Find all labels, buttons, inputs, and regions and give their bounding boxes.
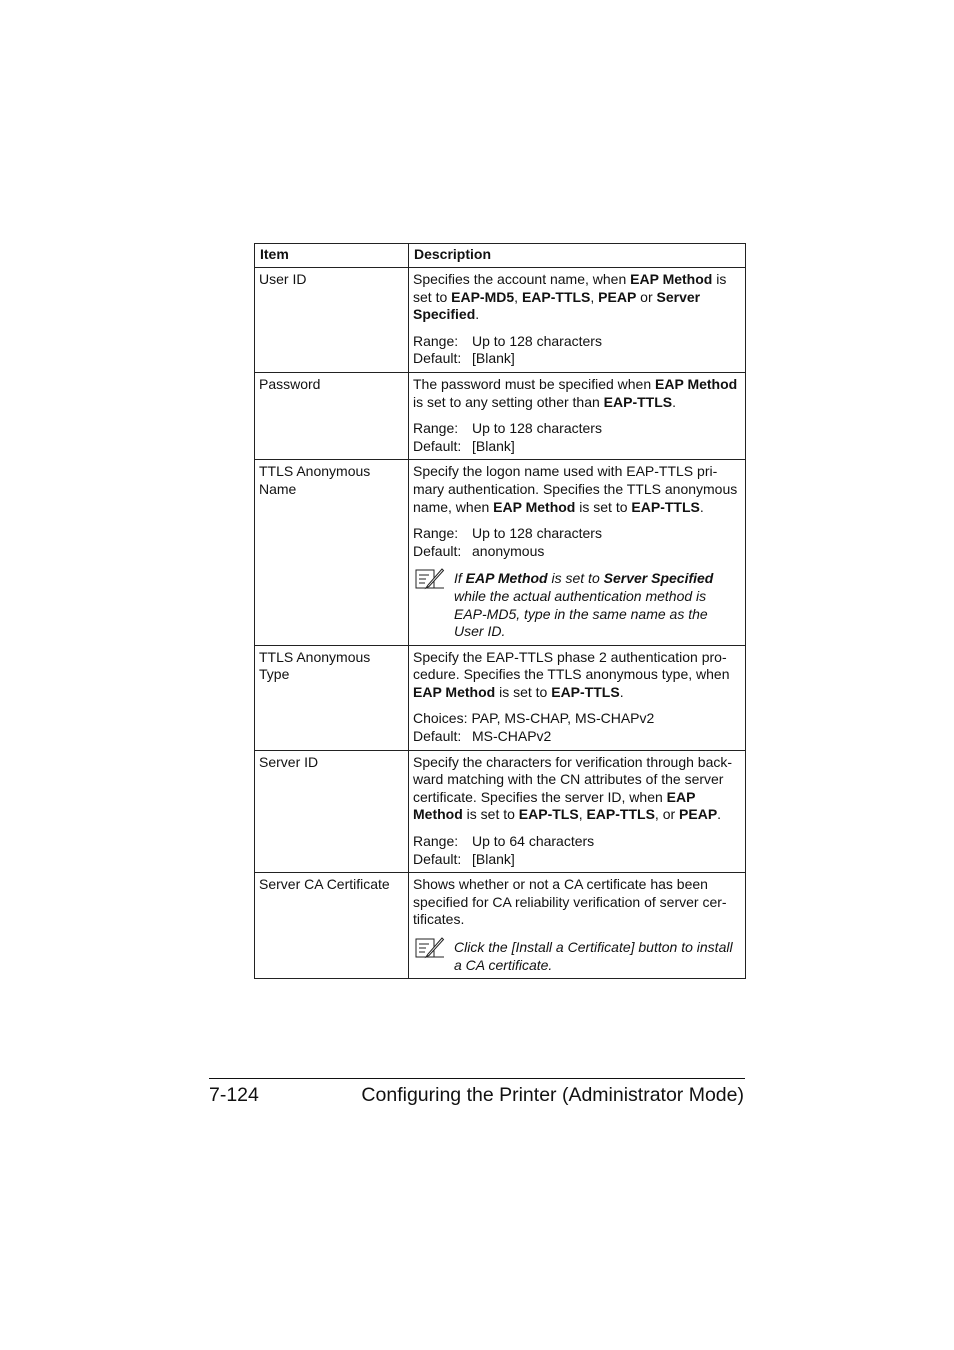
item-cell: User ID — [255, 268, 409, 373]
text-run: , — [514, 288, 522, 305]
default-line — [413, 543, 741, 561]
text-run: is set to — [495, 683, 552, 700]
text-run: is set to — [462, 806, 519, 823]
range-label: Range: — [413, 332, 459, 349]
table-row — [255, 268, 746, 373]
text-run: , — [590, 288, 599, 305]
text-run: is set to — [547, 570, 604, 587]
value-block — [413, 833, 741, 868]
bold-term: Server Specified — [603, 570, 714, 587]
description-text — [413, 649, 741, 702]
value-block — [413, 525, 741, 560]
range-value: Up to 128 characters — [472, 420, 602, 437]
table-row — [255, 645, 746, 750]
description-text — [413, 876, 741, 929]
text-run: is set to — [413, 271, 727, 305]
range-value: Up to 64 characters — [472, 833, 595, 850]
text-run: . — [672, 393, 677, 410]
page-number: 7-124 — [209, 1084, 259, 1106]
note-block — [413, 570, 741, 640]
description-text — [413, 376, 741, 411]
text-run: while the actual authentication method is EAP-MD5, type in the same name as the User ID. — [454, 587, 708, 640]
range-label: Range: — [413, 525, 459, 542]
default-value: [Blank] — [472, 350, 515, 367]
bold-term: EAP Method — [413, 683, 496, 700]
note-text — [454, 939, 733, 973]
text-run: , or — [654, 806, 680, 823]
default-label: Default: — [413, 437, 462, 454]
default-line — [413, 851, 741, 869]
table-row — [255, 873, 746, 979]
range-line — [413, 525, 741, 543]
default-label: Default: — [413, 350, 462, 367]
text-run: , — [578, 806, 587, 823]
bold-term: EAP-TLS — [518, 806, 579, 823]
default-label: Default: — [413, 850, 462, 867]
bold-term: EAP-MD5 — [451, 288, 515, 305]
description-cell — [409, 460, 746, 645]
bold-term: EAP Method — [630, 271, 713, 287]
default-label: Default: — [413, 728, 462, 745]
note-text — [454, 570, 713, 639]
footer-rule — [209, 1078, 745, 1079]
value-block — [413, 420, 741, 455]
description-cell — [409, 268, 746, 373]
item-cell: TTLS Anonymous Name — [255, 460, 409, 645]
item-cell: Server ID — [255, 750, 409, 873]
chapter-title: Configuring the Printer (Administrator Mode) — [361, 1084, 744, 1106]
range-value: Up to 128 characters — [472, 332, 602, 349]
default-line — [413, 438, 741, 456]
bold-term: EAP-TTLS — [603, 393, 673, 410]
note-block — [413, 939, 741, 974]
description-cell — [409, 645, 746, 750]
text-run: . — [475, 306, 480, 323]
value-block — [413, 710, 741, 745]
table-row — [255, 750, 746, 873]
range-label: Range: — [413, 420, 459, 437]
bold-term: EAP-TTLS — [521, 288, 591, 305]
text-run: Shows whether or not a CA certificate has been specified for CA reliability verification of server certificates. — [413, 876, 727, 928]
default-line — [413, 350, 741, 368]
text-run: . — [619, 683, 624, 700]
description-cell — [409, 873, 746, 979]
settings-table — [254, 243, 746, 979]
text-run: . — [699, 498, 704, 515]
bold-term: EAP-TTLS — [586, 806, 655, 823]
text-run: . — [717, 806, 722, 823]
description-column-header: Description — [409, 244, 746, 268]
note-pencil-icon — [415, 568, 445, 590]
text-run: Specifies the account name, when — [413, 271, 631, 287]
default-value: [Blank] — [472, 850, 515, 867]
range-line — [413, 833, 741, 851]
note-pencil-icon — [415, 937, 445, 959]
item-cell: TTLS Anonymous Type — [255, 645, 409, 750]
default-value: [Blank] — [472, 437, 515, 454]
description-text — [413, 271, 741, 324]
text-run: is set to any setting other than — [413, 393, 604, 410]
bold-term: EAP-TTLS — [631, 498, 700, 515]
value-block — [413, 333, 741, 368]
range-label: Range: — [413, 833, 459, 850]
choices-value: PAP, MS-CHAP, MS-CHAPv2 — [471, 710, 655, 727]
bold-term: EAP Method — [655, 375, 738, 392]
description-text — [413, 463, 741, 516]
bold-term: EAP-TTLS — [551, 683, 620, 700]
bold-term: EAP Method — [465, 570, 548, 587]
bold-term: PEAP — [679, 806, 718, 823]
choices-label: Choices: — [413, 710, 468, 727]
range-line — [413, 333, 741, 351]
text-run: is set to — [575, 498, 632, 515]
table-row — [255, 372, 746, 459]
item-cell: Server CA Certificate — [255, 873, 409, 979]
item-cell: Password — [255, 372, 409, 459]
text-run: Specify the logon name used with EAP-TTLS primary authentication. Specifies the TTLS anonymous name, when — [413, 463, 738, 515]
bold-term: EAP Method — [493, 498, 576, 515]
table-row — [255, 460, 746, 645]
description-cell — [409, 750, 746, 873]
range-line — [413, 420, 741, 438]
default-value: MS-CHAPv2 — [472, 728, 552, 745]
text-run: Specify the characters for verification through backward matching with the CN attributes of the server certificate. Specifies the server ID, when — [413, 753, 733, 805]
default-label: Default: — [413, 542, 462, 559]
item-column-header: Item — [255, 244, 409, 268]
default-line — [413, 728, 741, 746]
text-run: or — [636, 288, 657, 305]
choices-line — [413, 710, 741, 728]
bold-term: Server Specified — [413, 288, 701, 323]
range-value: Up to 128 characters — [472, 525, 602, 542]
table-header-row — [255, 244, 746, 268]
bold-term: EAP Method — [413, 788, 696, 823]
description-text — [413, 754, 741, 824]
text-run: If — [454, 570, 466, 587]
table-body — [255, 268, 746, 979]
text-run: The password must be specified when — [413, 375, 656, 392]
text-run: Specify the EAP-TTLS phase 2 authentication procedure. Specifies the TTLS anonymous type, when — [413, 648, 730, 683]
bold-term: PEAP — [598, 288, 637, 305]
default-value: anonymous — [472, 542, 545, 559]
text-run: Click the [Install a Certificate] button to install a CA certificate. — [454, 939, 733, 973]
description-cell — [409, 372, 746, 459]
